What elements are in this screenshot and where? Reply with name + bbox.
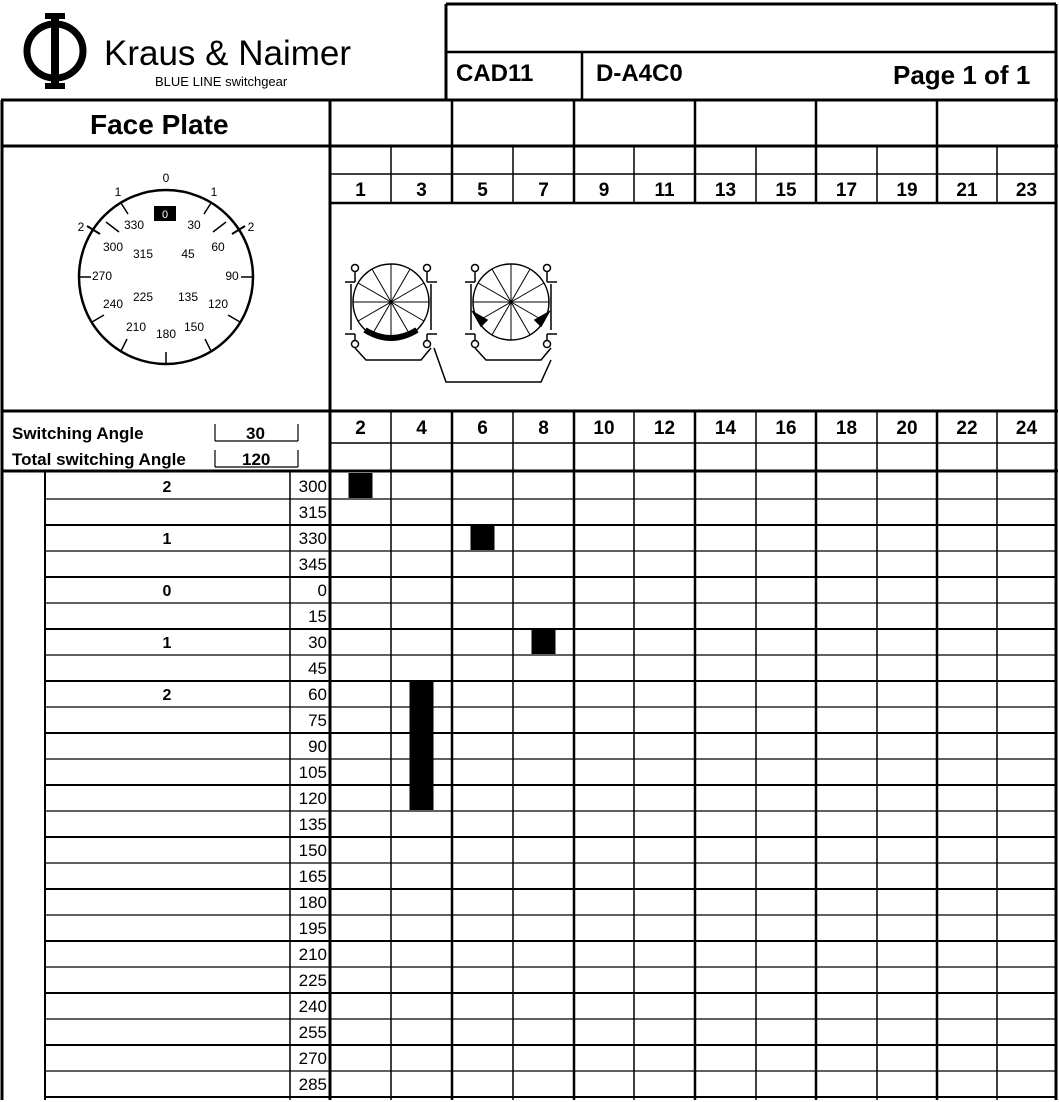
terminal-bottom-24: 24 xyxy=(1015,418,1038,439)
terminal-bottom-20: 20 xyxy=(896,418,918,439)
terminal-top-7: 7 xyxy=(538,180,549,201)
angle-value-120: 120 xyxy=(298,789,327,808)
position-label-2: 2 xyxy=(162,479,172,496)
angle-value-165: 165 xyxy=(298,867,327,886)
dial-angle-225: 225 xyxy=(132,290,154,304)
brand-name: Kraus & Naimer xyxy=(104,34,352,73)
dial-angle-60: 60 xyxy=(211,240,225,254)
contact-closed-1-2 xyxy=(349,473,373,498)
angle-value-150: 150 xyxy=(298,841,327,860)
terminal-bottom-10: 10 xyxy=(593,418,615,439)
position-label-2: 2 xyxy=(162,687,172,704)
dial-angle-135: 135 xyxy=(177,290,199,304)
angle-value-75: 75 xyxy=(308,711,327,730)
angle-value-255: 255 xyxy=(298,1023,327,1042)
dial-angle-240: 240 xyxy=(102,297,124,311)
terminal-bottom-14: 14 xyxy=(714,418,737,439)
dial-angle-330: 330 xyxy=(123,218,145,232)
terminal-top-19: 19 xyxy=(896,180,918,201)
terminal-bottom-8: 8 xyxy=(538,418,549,439)
terminal-top-23: 23 xyxy=(1015,180,1038,201)
angle-value-90: 90 xyxy=(308,737,327,756)
angle-value-240: 240 xyxy=(298,997,327,1016)
angle-value-180: 180 xyxy=(298,893,327,912)
terminal-bottom-6: 6 xyxy=(477,418,488,439)
angle-value-60: 60 xyxy=(308,685,327,704)
terminal-bottom-22: 22 xyxy=(956,418,978,439)
position-label-1: 1 xyxy=(162,635,172,652)
face-plate-dial xyxy=(66,168,266,368)
dial-position-0: 0 xyxy=(162,171,170,185)
angle-value-135: 135 xyxy=(298,815,327,834)
angle-value-45: 45 xyxy=(308,659,327,678)
dial-angle-120: 120 xyxy=(207,297,229,311)
terminal-top-3: 3 xyxy=(416,180,427,201)
program-code: D-A4C0 xyxy=(596,60,683,87)
terminal-top-1: 1 xyxy=(355,180,366,201)
angle-value-330: 330 xyxy=(298,529,327,548)
angle-value-0: 0 xyxy=(317,581,327,600)
contact-closed-5-6 xyxy=(471,525,495,550)
angle-value-105: 105 xyxy=(298,763,327,782)
dial-angle-150: 150 xyxy=(183,320,205,334)
terminal-bottom-2: 2 xyxy=(355,418,366,439)
total-switching-angle-value: 120 xyxy=(242,450,271,469)
angle-value-300: 300 xyxy=(298,477,327,496)
terminal-bottom-4: 4 xyxy=(416,418,427,439)
dial-current-position: 0 xyxy=(161,209,169,221)
position-label-1: 1 xyxy=(162,531,172,548)
angle-value-30: 30 xyxy=(308,633,327,652)
page-indicator: Page 1 of 1 xyxy=(893,60,1031,90)
model-code: CAD11 xyxy=(456,60,534,87)
terminal-top-21: 21 xyxy=(956,180,978,201)
angle-value-345: 345 xyxy=(298,555,327,574)
dial-angle-315: 315 xyxy=(132,247,154,261)
dial-angle-180: 180 xyxy=(155,327,177,341)
contact-closed-7-8 xyxy=(532,629,556,654)
dial-angle-30: 30 xyxy=(187,218,201,232)
dial-position-1: 1 xyxy=(114,185,122,199)
brand-tagline: BLUE LINE switchgear xyxy=(155,74,288,89)
terminal-bottom-12: 12 xyxy=(653,418,676,439)
dial-angle-300: 300 xyxy=(102,240,124,254)
angle-value-210: 210 xyxy=(298,945,327,964)
terminal-bottom-18: 18 xyxy=(835,418,858,439)
position-label-0: 0 xyxy=(162,583,172,600)
terminal-top-13: 13 xyxy=(714,180,737,201)
angle-value-225: 225 xyxy=(298,971,327,990)
terminal-top-11: 11 xyxy=(654,180,675,201)
face-plate-title: Face Plate xyxy=(90,109,229,140)
switching-angle-value: 30 xyxy=(246,424,265,443)
terminal-top-17: 17 xyxy=(835,180,858,201)
terminal-top-5: 5 xyxy=(477,180,488,201)
terminal-bottom-16: 16 xyxy=(775,418,797,439)
total-switching-angle-label: Total switching Angle xyxy=(12,450,186,469)
dial-angle-210: 210 xyxy=(125,320,147,334)
angle-value-270: 270 xyxy=(298,1049,327,1068)
terminal-top-15: 15 xyxy=(775,180,797,201)
dial-position-2: 2 xyxy=(247,220,255,234)
angle-value-285: 285 xyxy=(298,1075,327,1094)
contact-schematic xyxy=(336,256,596,396)
terminal-top-9: 9 xyxy=(598,180,610,201)
angle-value-195: 195 xyxy=(298,919,327,938)
dial-position-2: 2 xyxy=(77,220,85,234)
switching-angle-label: Switching Angle xyxy=(12,424,144,443)
kraus-naimer-logo-icon xyxy=(20,10,90,94)
dial-angle-45: 45 xyxy=(181,247,195,261)
contact-closed-3-4 xyxy=(410,681,434,810)
dial-position-1: 1 xyxy=(210,185,218,199)
dial-angle-90: 90 xyxy=(225,269,239,283)
angle-value-315: 315 xyxy=(298,503,327,522)
angle-value-15: 15 xyxy=(308,607,327,626)
dial-angle-270: 270 xyxy=(91,269,113,283)
